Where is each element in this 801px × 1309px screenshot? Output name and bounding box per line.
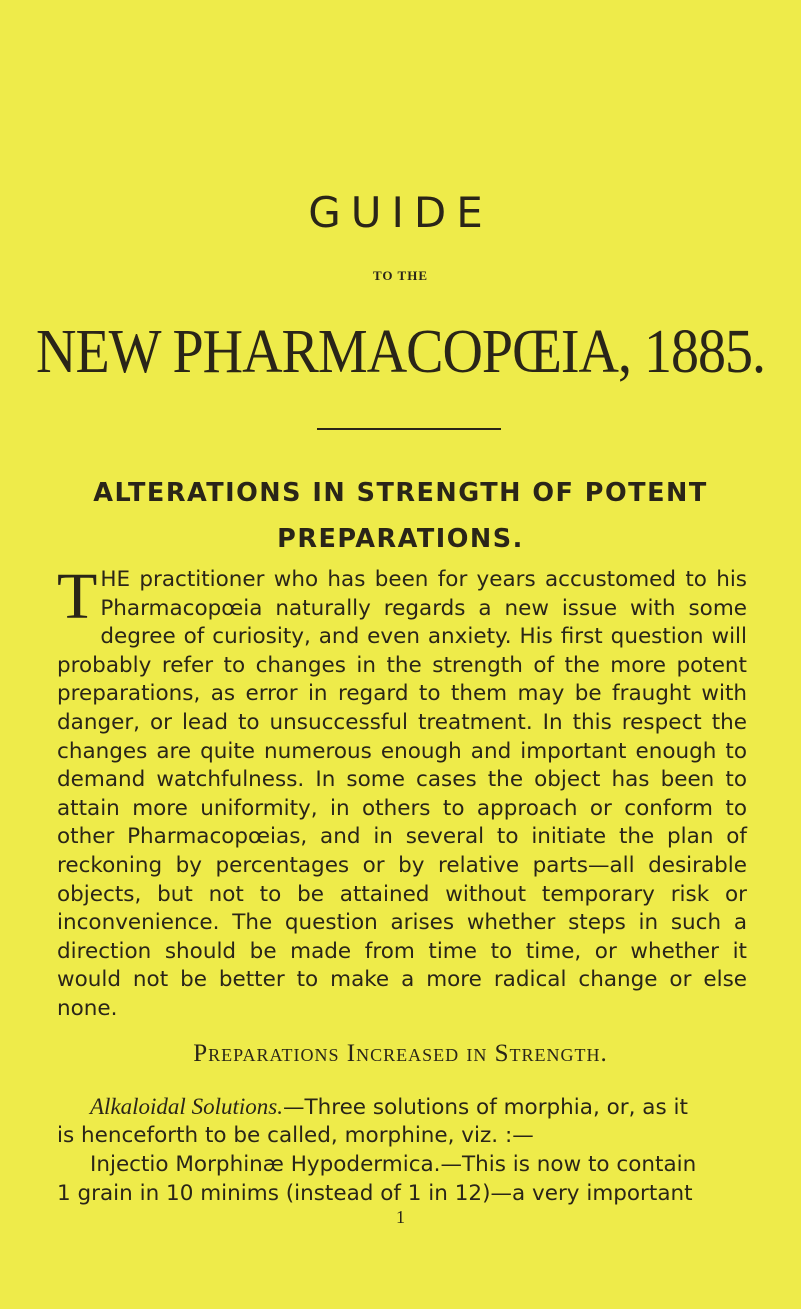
title-to-the: TO THE [372, 268, 429, 283]
intro-paragraph [57, 560, 747, 1024]
title-main: NEW PHARMACOPŒIA, 1885. [36, 317, 765, 387]
drop-cap: T [57, 560, 98, 633]
subhead-rest: —Three solutions of morphia, or, as it [282, 1095, 688, 1120]
title-guide: GUIDE [308, 188, 493, 237]
section-heading: Preparations Increased in Strength. [193, 1040, 608, 1067]
intro-text: HE practitioner who has been for years accustomed to his Pharmacopœia naturally regards a new issue with some degree of curiosity, and even anxiety. His first question will probably refer to changes in the strength of the more potent preparations, as error in regard to them may be fraught with danger, or lead to unsuccessful treatment. In this respect the changes are quite numerous enough and important enough to demand watchfulness. In some cases the object has been to attain more uniformity, in others to approach or conform to other Pharmacopœias, and in several to initiate the plan of reckoning by percentages or by relative parts—all desirable objects, but not to be attained without temporary risk or inconvenience. The question arises whether steps in such a direction should be made from time to time, or whether it would not be better to make a more radical change or else none. [57, 567, 747, 1021]
heading-line-1: ALTERATIONS IN STRENGTH OF POTENT [93, 478, 708, 508]
section-line-3: Injectio Morphinæ Hypodermica.—This is now to contain [90, 1152, 697, 1177]
title-rule [317, 428, 501, 430]
page-number: 1 [396, 1207, 405, 1227]
section-line-1 [90, 1093, 747, 1122]
heading-line-2: PREPARATIONS. [277, 524, 524, 554]
section-line-4: 1 grain in 10 minims (instead of 1 in 12)—a very important [57, 1181, 693, 1206]
section-line-2: is henceforth to be called, morphine, viz. :— [57, 1123, 534, 1148]
subhead-italic: Alkaloidal Solutions. [90, 1094, 283, 1119]
